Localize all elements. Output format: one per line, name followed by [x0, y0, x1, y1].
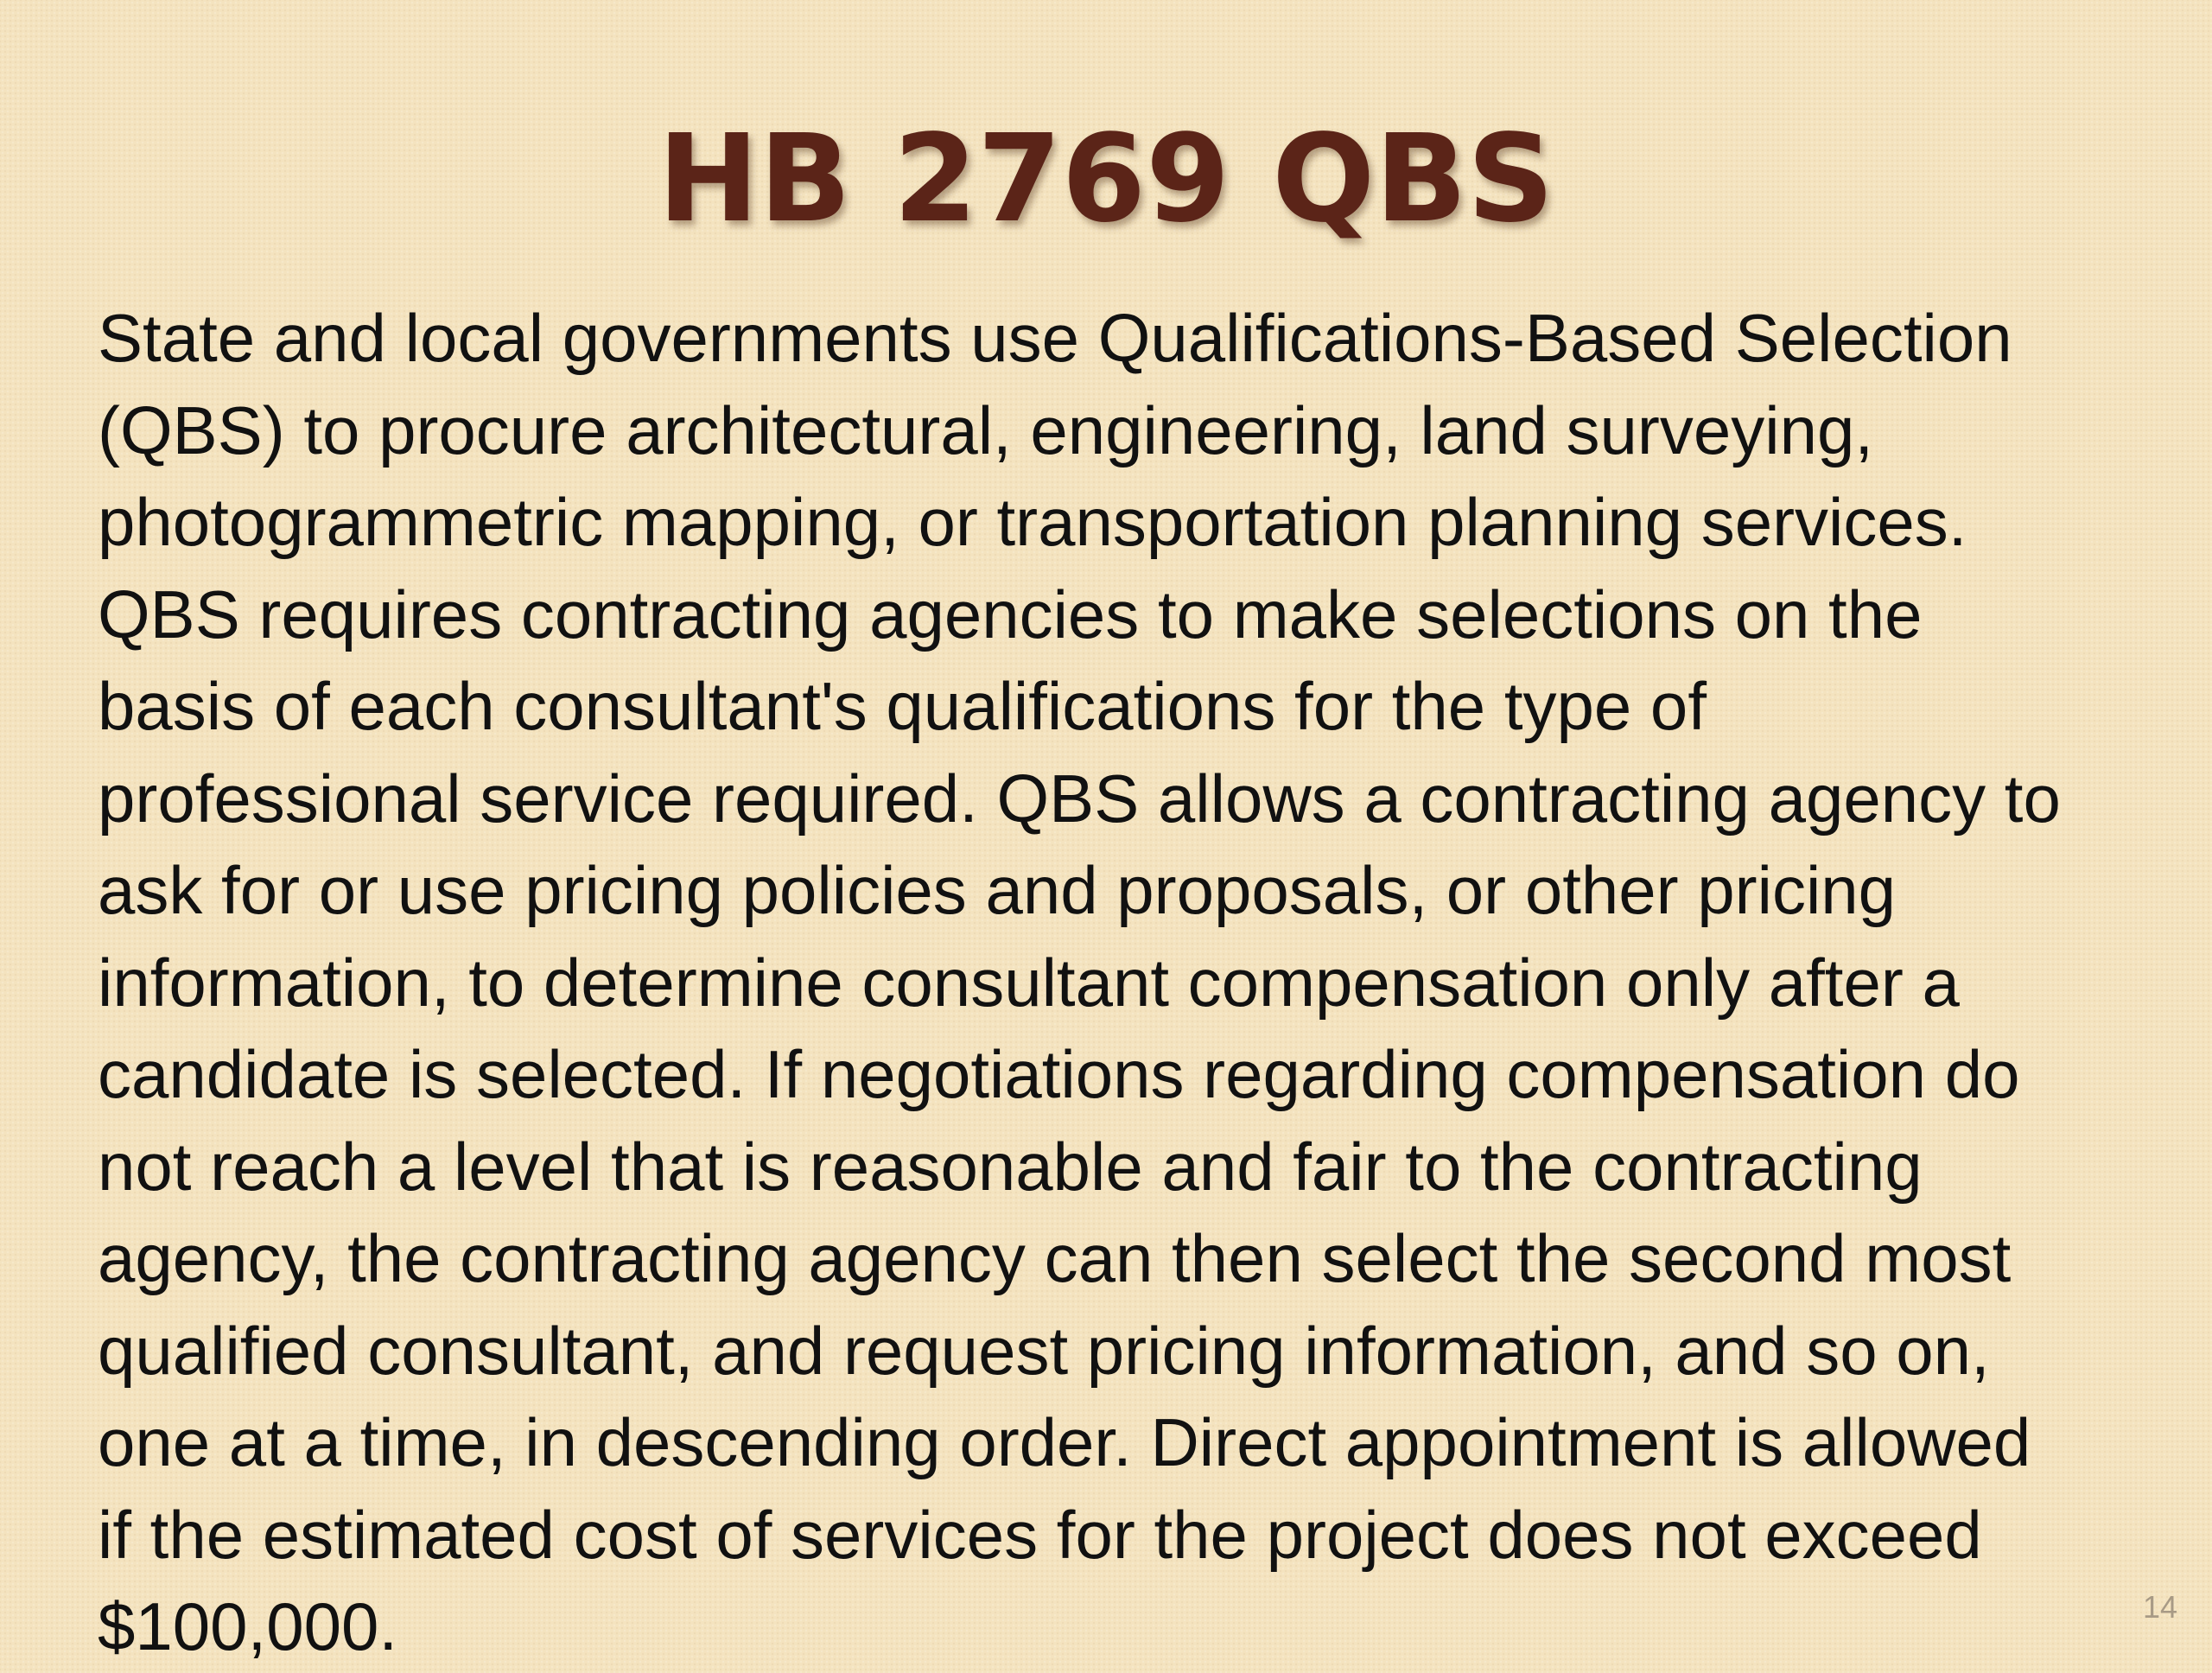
body-line: photogrammetric mapping, or transportation planning services.: [98, 484, 1967, 560]
body-line: (QBS) to procure architectural, engineering, land surveying,: [98, 391, 1874, 468]
body-line: ask for or use pricing policies and proposals, or other pricing: [98, 852, 1897, 928]
slide-title: HB 2769 QBS: [658, 109, 1554, 250]
body-line: one at a time, in descending order. Direct appointment is allowed: [98, 1404, 2031, 1480]
body-line: not reach a level that is reasonable and fair to the contracting: [98, 1128, 1923, 1205]
body-line: QBS requires contracting agencies to make selections on the: [98, 576, 1923, 652]
body-line: basis of each consultant's qualifications for the type of: [98, 668, 1707, 744]
body-line: qualified consultant, and request pricing information, and so on,: [98, 1312, 1990, 1389]
slide-body-text: [98, 292, 2189, 1673]
body-line: $100,000.: [98, 1588, 398, 1664]
body-line: agency, the contracting agency can then select the second most: [98, 1220, 2012, 1296]
body-line: candidate is selected. If negotiations regarding compensation do: [98, 1036, 2020, 1112]
body-line: professional service required. QBS allows a contracting agency to: [98, 760, 2061, 836]
body-line: State and local governments use Qualifications-Based Selection: [98, 300, 2012, 376]
body-line: if the estimated cost of services for the project does not exceed: [98, 1496, 1982, 1573]
slide-number: 14: [2142, 1589, 2177, 1625]
body-line: information, to determine consultant compensation only after a: [98, 944, 1960, 1021]
